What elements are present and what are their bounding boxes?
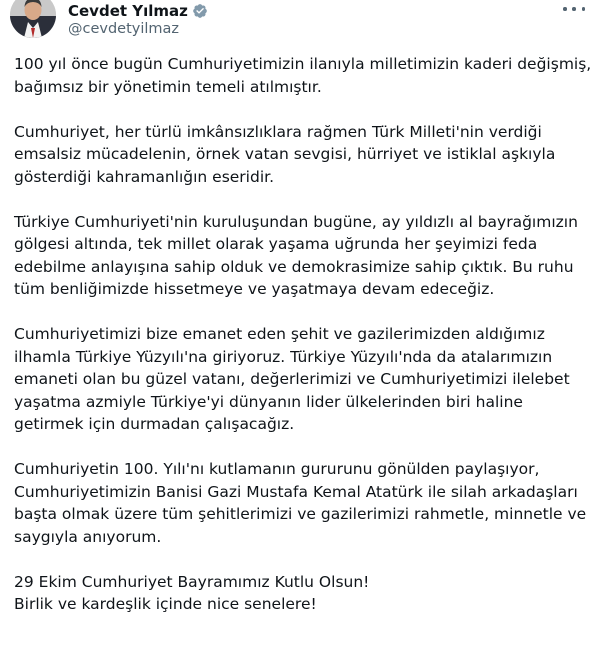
text-line: Türkiye Cumhuriyeti'nin kuruluşundan bugüne, ay yıldızlı al bayrağımızın bbox=[14, 212, 578, 231]
tweet-paragraph bbox=[14, 458, 594, 548]
verified-badge-icon bbox=[192, 3, 208, 19]
text-line: Cumhuriyet, her türlü imkânsızlıklara rağmen Türk Milleti'nin verdiği bbox=[14, 122, 542, 141]
text-line: tüm benliğimizde hissetmeye ve yaşatmaya devam edeceğiz. bbox=[14, 280, 495, 298]
tweet-paragraph bbox=[14, 323, 594, 436]
text-line: 100 yıl önce bugün Cumhuriyetimizin ilanıyla milletimizin kaderi değişmiş, bbox=[14, 55, 592, 73]
tweet-paragraph bbox=[14, 211, 594, 301]
avatar[interactable] bbox=[10, 0, 56, 38]
tweet-paragraph bbox=[14, 121, 594, 189]
text-line: emaneti olan bu güzel vatanı, değerlerimizi ve Cumhuriyetimizi ilelebet bbox=[14, 370, 570, 388]
text-line: getirmek için durmadan çalışacağız. bbox=[14, 415, 295, 433]
text-line: yaşatma azmiyle Türkiye'yi dünyanın lider ülkelerinden biri haline bbox=[14, 392, 523, 411]
tweet-paragraph bbox=[14, 53, 594, 98]
text-line: gösterdiği kahramanlığın eseridir. bbox=[14, 167, 275, 186]
tweet-header bbox=[0, 0, 600, 50]
text-line: Cumhuriyetimizin Banisi Gazi Mustafa Kemal Atatürk ile silah arkadaşları bbox=[14, 482, 578, 501]
text-line: ilhamla Türkiye Yüzyılı'na giriyoruz. Türkiye Yüzyılı'nda da atalarımızın bbox=[14, 347, 553, 366]
author-handle[interactable]: @cevdetyilmaz bbox=[68, 21, 180, 37]
more-options-icon[interactable] bbox=[563, 2, 585, 16]
text-line: bağımsız bir yönetimin temeli atılmıştır. bbox=[14, 77, 322, 96]
text-line: Cumhuriyetin 100. Yılı'nı kutlamanın gururunu gönülden paylaşıyor, bbox=[14, 460, 540, 478]
text-line: edebilme anlayışına sahip olduk ve demokrasimize sahip çıktık. Bu ruhu bbox=[14, 257, 574, 276]
profile-photo bbox=[10, 0, 56, 38]
author-name-row bbox=[68, 1, 208, 21]
text-line: emsalsiz mücadelenin, örnek vatan sevgisi, hürriyet ve istiklal aşkıyla bbox=[14, 145, 556, 163]
tweet-text bbox=[14, 53, 594, 638]
text-line: başta olmak üzere tüm şehitlerimizi ve gazilerimizi rahmetle, minnetle ve bbox=[14, 505, 587, 523]
text-line: Cumhuriyetimizi bize emanet eden şehit ve gazilerimizden aldığımız bbox=[14, 325, 545, 343]
text-line: gölgesi altında, tek millet olarak yaşama uğrunda her şeyimizi feda bbox=[14, 235, 538, 253]
tweet-paragraph bbox=[14, 571, 594, 616]
display-name[interactable]: Cevdet Yılmaz bbox=[68, 2, 188, 20]
text-line: Birlik ve kardeşlik içinde nice senelere! bbox=[14, 595, 317, 613]
text-line: saygıyla anıyorum. bbox=[14, 527, 162, 546]
text-line: 29 Ekim Cumhuriyet Bayramımız Kutlu Olsun! bbox=[14, 572, 370, 591]
